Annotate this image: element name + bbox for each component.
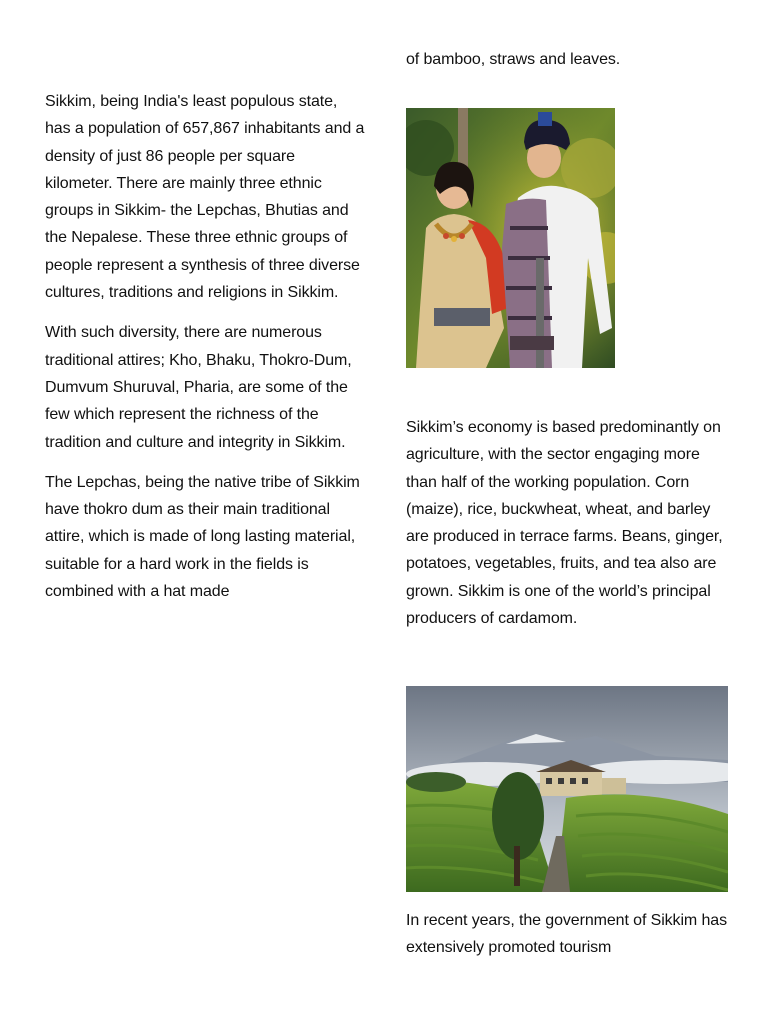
left-column: [45, 88, 365, 618]
right-column-top: [406, 46, 728, 73]
couple-illustration: [406, 108, 615, 368]
paragraph-lepchas: The Lepchas, being the native tribe of Sikkim have thokro dum as their main traditional attire, which is made of long lasting material, suitable for a hard work in the fields is combined with a hat made: [45, 473, 360, 601]
tea-garden-photo: [406, 686, 728, 892]
paragraph-tourism: In recent years, the government of Sikkim has extensively promoted tourism: [406, 912, 727, 957]
paragraph-population: Sikkim, being India's least populous state, has a population of 657,867 inhabitants and a density of just 86 people per square kilometer. There are mainly three ethnic groups in Sikkim- the Lepchas, Bhutias and the Nepalese. These three ethnic groups of people represent a synthesis of three diverse cultures, traditions and religions in Sikkim.: [45, 93, 365, 302]
couple-photo: [406, 108, 615, 368]
paragraph-economy: Sikkim’s economy is based predominantly on agriculture, with the sector engaging more than half of the working population. Corn (maize), rice, buckwheat, wheat, and barley are produced in terrace farms. Beans, ginger, potatoes, vegetables, fruits, and tea also are grown. Sikkim is one of the world’s principal producers of cardamom.: [406, 419, 723, 628]
tea-garden-illustration: [406, 686, 728, 892]
paragraph-attires: With such diversity, there are numerous traditional attires; Kho, Bhaku, Thokro-Dum, Dumvum Shuruval, Pharia, are some of the few which represent the richness of the tradition and culture and integrity in Sikkim.: [45, 324, 352, 451]
paragraph-continuation: of bamboo, straws and leaves.: [406, 51, 621, 68]
